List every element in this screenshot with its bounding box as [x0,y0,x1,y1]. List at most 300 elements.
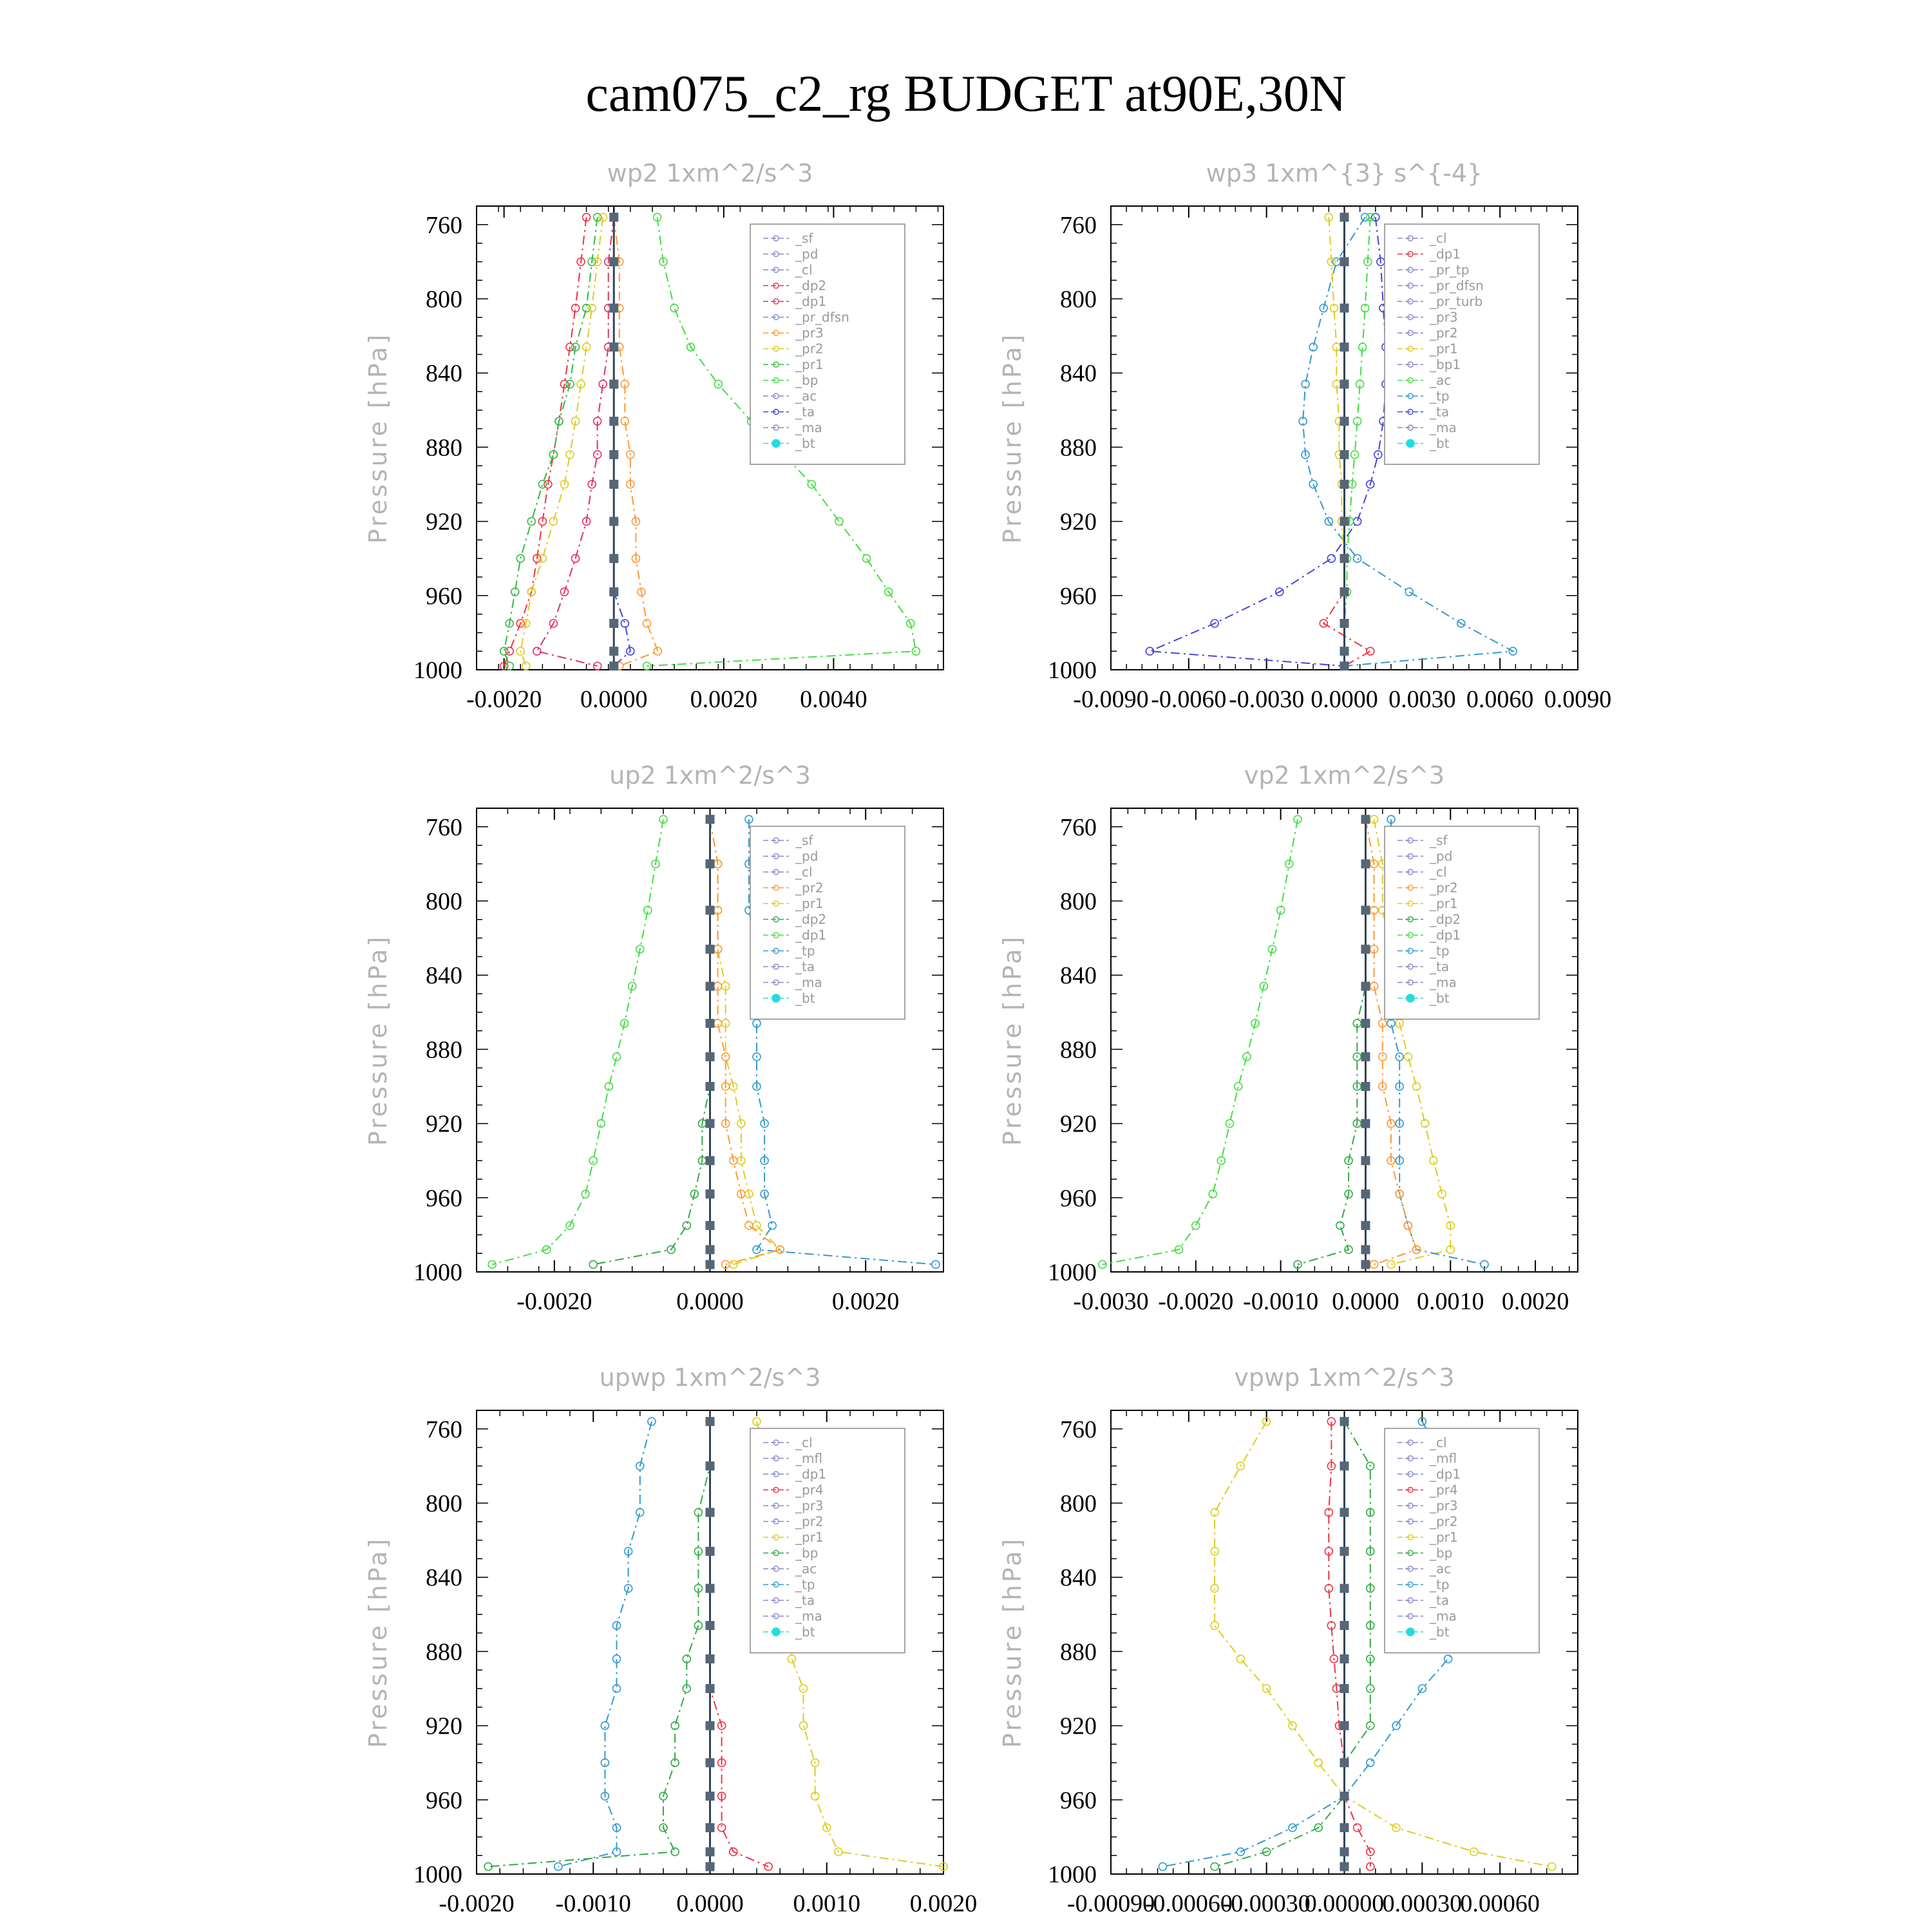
chart-panel-4 [364,1363,977,1917]
data-point [1361,1052,1370,1061]
panel-title: upwp 1xm^2/s^3 [599,1363,821,1392]
data-point [706,859,715,868]
y-tick-label: 760 [426,813,462,841]
data-point [1340,1621,1349,1630]
x-tick-label: 0.0020 [909,1890,978,1917]
x-tick-label: 0.0000 [1332,1288,1399,1315]
legend-entry: _ac [795,388,817,404]
x-tick-label: -0.0090 [1073,686,1149,713]
legend-entry: _sf [795,833,813,848]
data-point [1340,1823,1349,1832]
data-point [609,213,618,222]
data-point [706,1119,715,1128]
data-point [589,1157,597,1164]
legend-entry: _pr2 [1430,880,1458,896]
data-point [1340,303,1349,312]
data-point [706,1508,715,1517]
data-point [1340,213,1349,222]
x-tick-label: 0.0060 [1466,686,1534,713]
series-line-dp2 [504,217,587,666]
legend [1385,224,1539,464]
data-point [609,661,618,670]
data-point [609,647,618,656]
data-point [706,815,715,824]
data-point [706,1221,715,1230]
y-tick-label: 760 [1060,211,1097,239]
legend-entry: _pr4 [1430,1482,1458,1498]
data-point [609,554,618,563]
y-tick-label: 880 [1060,434,1097,462]
y-tick-label: 920 [1060,1712,1097,1740]
data-point [613,1053,621,1061]
legend-entry: _pr3 [1430,1498,1458,1513]
y-tick-label: 880 [426,434,462,462]
legend-entry: _bp [795,1545,819,1561]
legend-entry: _dp1 [1430,246,1461,262]
data-point [1235,1083,1242,1090]
data-point [1354,1824,1361,1832]
x-tick-label: -0.0020 [439,1890,515,1917]
data-point [1361,1260,1370,1269]
figure-title: cam075_c2_rg BUDGET at90E,30N [585,66,1347,122]
x-tick-label: -0.0010 [1243,1288,1319,1315]
panel-title: vp2 1xm^2/s^3 [1244,761,1445,790]
data-point [764,1862,772,1870]
y-tick-label: 760 [1060,1416,1097,1443]
y-tick-label: 800 [1060,286,1097,313]
legend-entry: _pr1 [795,357,824,372]
data-point [648,1417,656,1425]
data-point [516,554,524,562]
legend-entry: _dp1 [795,927,827,943]
series-line-bp [488,1421,710,1866]
chart-panel-0 [364,159,943,713]
data-point [1340,1792,1349,1801]
legend-entry: _cl [795,864,813,880]
legend-entry: _dp1 [1430,927,1461,943]
legend-entry: _pr_dfsn [795,309,849,325]
x-tick-label: 0.0000 [580,686,648,713]
legend-entry: _pr_turb [1430,294,1483,309]
data-point [1361,1119,1370,1128]
legend-entry: _ta [1430,1593,1450,1608]
y-axis-label: Pressure [hPa] [364,332,392,544]
legend-entry: _mfl [1430,1450,1457,1466]
data-point [549,518,557,526]
data-point [1387,1260,1395,1268]
y-tick-label: 840 [426,1564,462,1592]
legend-entry: _bt [795,990,815,1006]
legend-entry: _ta [795,404,815,420]
data-point [1159,1862,1167,1870]
data-point [706,1417,715,1426]
y-tick-label: 1000 [1048,1861,1097,1888]
legend-entry: _cl [1430,1435,1447,1450]
data-point [1340,343,1349,352]
y-axis-label: Pressure [hPa] [998,1536,1027,1748]
legend-entry: _pr2 [795,880,824,896]
legend-entry: _tp [795,943,815,959]
series-line-dp1 [492,819,663,1264]
legend [1385,826,1539,1019]
y-tick-label: 760 [426,1416,462,1443]
y-tick-label: 760 [1060,813,1097,841]
x-tick-label: 0.0010 [1417,1288,1484,1315]
x-tick-label: 0.0000 [676,1890,744,1917]
chart-panel-2 [364,761,943,1315]
x-tick-label: 0.0020 [690,686,758,713]
data-point [800,1685,808,1692]
data-point [1548,1862,1556,1870]
series-line-pr1 [504,217,598,666]
data-point [1336,1222,1344,1229]
data-point [506,662,513,670]
data-point [683,1222,690,1229]
legend-entry: _cl [1430,231,1447,246]
panel-title: vpwp 1xm^2/s^3 [1234,1363,1455,1392]
x-tick-label: 0.0020 [1501,1288,1569,1315]
x-tick-label: -0.0010 [555,1890,631,1917]
data-point [609,587,618,596]
legend-entry: _ma [795,420,822,435]
y-tick-label: 920 [426,508,462,536]
data-point [1430,1157,1437,1164]
legend-entry: _bt [795,435,815,451]
x-tick-label: 0.0000 [1311,686,1378,713]
data-point [912,647,920,655]
legend-entry: _ac [1430,372,1452,388]
legend-marker [772,440,780,448]
legend-entry: _tp [1430,943,1450,959]
series-line-pr3 [614,217,658,666]
data-point [835,518,843,526]
data-point [1361,1221,1370,1230]
legend-entry: _ma [1430,420,1457,435]
legend-entry: _dp2 [795,911,827,927]
data-point [1340,619,1349,628]
legend-entry: _mfl [795,1450,823,1466]
data-point [1340,450,1349,459]
data-point [1211,1622,1218,1629]
legend-entry: _cl [795,1435,813,1450]
data-point [1367,647,1374,655]
legend-entry: _dp2 [795,278,827,294]
data-point [1314,1759,1322,1766]
data-point [1236,1655,1244,1663]
data-point [1367,1759,1374,1766]
x-tick-label: 0.00000 [1304,1890,1385,1917]
data-point [1340,661,1349,670]
data-point [1340,1461,1349,1470]
legend [750,826,905,1019]
legend-entry: _dp1 [795,1466,827,1482]
y-tick-label: 960 [1060,582,1097,610]
data-point [609,379,618,388]
legend-entry: _ta [795,1593,815,1608]
data-point [1340,480,1349,489]
data-point [706,1792,715,1801]
data-point [1354,518,1361,526]
data-point [1361,1189,1370,1198]
legend [750,1428,905,1653]
data-point [594,662,601,670]
data-point [609,343,618,352]
panels [364,159,1611,1917]
data-point [1340,1417,1349,1426]
legend-entry: _pd [795,246,819,262]
data-point [1361,1082,1370,1091]
series-line-pr1 [1329,217,1344,666]
legend-entry: _tp [1430,388,1450,404]
series-line-dp2 [1298,819,1366,1264]
legend-entry: _pr2 [1430,325,1458,341]
x-tick-label: 0.0020 [831,1288,900,1315]
y-tick-label: 880 [426,1036,462,1064]
y-tick-label: 760 [426,211,462,239]
x-tick-label: -0.0030 [1073,1288,1149,1315]
data-point [522,662,530,670]
data-point [1361,815,1370,824]
data-point [1340,587,1349,596]
y-tick-label: 840 [426,360,462,388]
y-tick-label: 920 [426,1712,462,1740]
data-point [1340,517,1349,526]
data-point [1340,554,1349,563]
y-tick-label: 920 [426,1110,462,1138]
legend-entry: _bp1 [1430,357,1461,372]
legend-entry: _pr4 [795,1482,824,1498]
legend-entry: _pr3 [1430,309,1458,325]
legend-entry: _pr2 [795,1513,824,1530]
y-tick-label: 800 [1060,888,1097,915]
y-tick-label: 800 [426,888,462,915]
series-line-dp1 [1103,819,1298,1264]
data-point [538,480,546,488]
x-tick-label: 0.0090 [1544,686,1612,713]
legend-entry: _ta [795,959,815,974]
data-point [706,1758,715,1767]
x-tick-label: 0.0030 [1388,686,1456,713]
x-tick-label: -0.00090 [1066,1890,1155,1917]
data-point [1340,1758,1349,1767]
data-point [706,1019,715,1028]
data-point [1361,859,1370,868]
data-point [609,450,618,459]
legend-entry: _dp1 [795,294,827,309]
data-point [1361,1019,1370,1028]
data-point [745,1222,753,1229]
legend-entry: _ma [1430,974,1457,990]
data-point [706,945,715,954]
legend-entry: _ac [795,1561,817,1577]
data-point [1340,1862,1349,1871]
legend-entry: _pr_tp [1430,262,1470,278]
legend-marker [1406,994,1414,1002]
data-point [706,1189,715,1198]
y-tick-label: 800 [1060,1490,1097,1517]
y-tick-label: 840 [1060,360,1097,388]
data-point [1379,1053,1387,1061]
y-axis-label: Pressure [hPa] [998,332,1027,544]
legend-marker [1406,1628,1414,1636]
data-point [554,1862,562,1870]
legend-entry: _cl [795,262,813,278]
legend-entry: _pr1 [1430,1530,1458,1545]
data-point [1211,1548,1218,1555]
legend-entry: _dp1 [1430,1466,1461,1482]
data-point [654,647,661,655]
y-tick-label: 1000 [1048,657,1097,684]
data-point [706,1823,715,1832]
data-point [1340,1547,1349,1556]
data-point [1340,1684,1349,1693]
data-point [706,905,715,914]
data-point [609,517,618,526]
data-point [538,554,546,562]
x-tick-label: -0.0060 [1151,686,1227,713]
data-point [533,647,541,655]
legend-entry: _bt [795,1624,815,1640]
legend-box [750,1428,905,1653]
data-point [1327,554,1335,562]
y-axis-label: Pressure [hPa] [998,934,1027,1146]
legend-entry: _ma [795,974,822,990]
y-tick-label: 1000 [413,1259,462,1286]
legend-entry: _tp [1430,1577,1450,1593]
data-point [589,1260,597,1268]
data-point [706,1052,715,1061]
data-point [706,981,715,990]
y-tick-label: 920 [1060,1110,1097,1138]
data-point [1367,1722,1374,1730]
legend-entry: _bt [1430,435,1450,451]
y-tick-label: 840 [1060,962,1097,990]
data-point [1340,1721,1349,1730]
legend-entry: _bp [1430,1545,1453,1561]
panel-title: wp3 1xm^{3} s^{-4} [1206,159,1483,187]
legend-entry: _pr1 [1430,341,1458,357]
data-point [1340,1654,1349,1663]
data-point [753,1417,761,1425]
data-point [609,619,618,628]
y-tick-label: 840 [426,962,462,990]
data-point [488,1260,496,1268]
legend-entry: _tp [795,1577,815,1593]
data-point [706,1621,715,1630]
data-point [706,1082,715,1091]
legend-entry: _sf [795,231,813,246]
series-line-ac [1345,217,1370,666]
legend-entry: _pr_dfsn [1430,278,1484,294]
legend-entry: _bp [795,372,819,388]
data-point [670,304,678,312]
x-tick-label: -0.0030 [1229,686,1305,713]
data-point [1209,1190,1217,1198]
data-point [609,257,618,266]
data-point [788,1655,795,1663]
legend-entry: _ma [1430,1608,1457,1624]
panel-title: wp2 1xm^2/s^3 [607,159,813,187]
data-point [1367,1685,1374,1692]
data-point [706,1721,715,1730]
legend-entry: _pr2 [795,341,824,357]
data-point [609,303,618,312]
x-tick-label: -0.0020 [466,686,542,713]
data-point [706,1684,715,1693]
data-point [1340,1847,1349,1856]
data-point [706,1156,715,1165]
y-tick-label: 960 [426,582,462,610]
legend-entry: _pr1 [795,1530,824,1545]
data-point [1354,554,1361,562]
legend-entry: _ta [1430,959,1450,974]
x-tick-label: -0.0020 [1158,1288,1234,1315]
legend-entry: _ta [1430,404,1450,420]
data-point [1444,1655,1452,1663]
data-point [636,1508,644,1516]
legend-box [1385,1428,1539,1653]
legend-entry: _pr1 [795,896,824,911]
x-tick-label: 0.00030 [1382,1890,1463,1917]
legend-entry: _pr3 [795,325,824,341]
data-point [1340,379,1349,388]
y-tick-label: 880 [426,1638,462,1666]
y-tick-label: 960 [1060,1184,1097,1212]
data-point [1361,905,1370,914]
legend [750,224,905,464]
chart-panel-1 [998,159,1611,713]
data-point [706,1862,715,1871]
legend-marker [772,1628,780,1636]
legend [1385,1428,1539,1653]
data-point [932,1260,940,1268]
data-point [706,1260,715,1269]
data-point [1438,1190,1446,1198]
legend-entry: _bt [1430,1624,1450,1640]
data-point [609,417,618,426]
y-axis-label: Pressure [hPa] [364,1536,392,1748]
data-point [1361,1156,1370,1165]
legend-entry: _cl [1430,864,1447,880]
data-point [1340,257,1349,266]
data-point [609,480,618,489]
x-tick-label: 0.0040 [800,686,867,713]
series-line-pr4 [1329,1421,1370,1866]
x-tick-label: -0.00030 [1222,1890,1311,1917]
y-tick-label: 800 [426,1490,462,1517]
y-tick-label: 960 [1060,1786,1097,1814]
y-tick-label: 880 [1060,1638,1097,1666]
data-point [1192,1222,1200,1229]
y-tick-label: 1000 [413,657,462,684]
data-point [1361,1245,1370,1254]
y-tick-label: 1000 [413,1861,462,1888]
chart-panel-5 [998,1363,1578,1917]
legend-marker [772,994,780,1002]
x-tick-label: -0.0020 [516,1288,592,1315]
y-tick-label: 1000 [1048,1259,1097,1286]
legend-entry: _pd [795,848,819,864]
data-point [621,620,629,627]
legend-entry: _pd [1430,848,1453,864]
data-point [1361,981,1370,990]
y-tick-label: 920 [1060,508,1097,536]
legend-entry: _pr1 [1430,896,1458,911]
series-line-ta [1150,217,1385,666]
legend-marker [1406,440,1414,448]
x-tick-label: 0.0010 [793,1890,860,1917]
data-point [601,1722,609,1730]
